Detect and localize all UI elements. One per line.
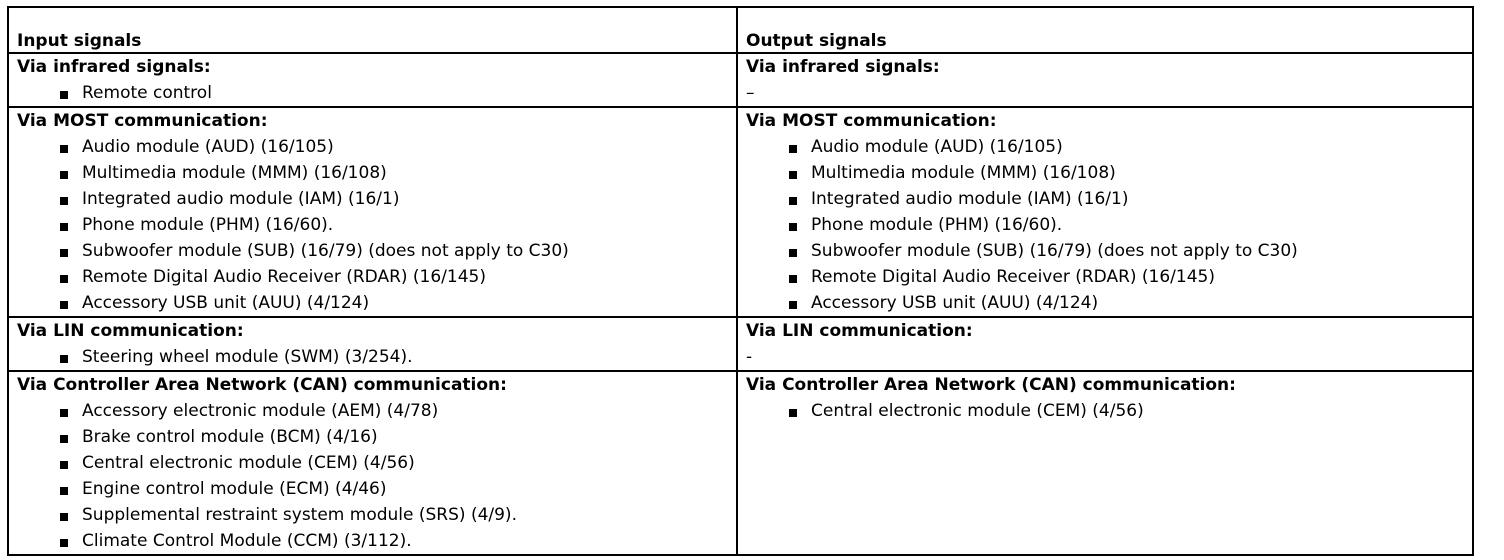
most-input-cell (8, 107, 737, 317)
output-signals-header: Output signals (737, 7, 1473, 53)
section-title: Via LIN communication: (746, 321, 973, 341)
most-output-cell (737, 107, 1473, 317)
section-title: Via MOST communication: (17, 111, 268, 131)
list-item: Subwoofer module (SUB) (16/79) (does not apply to C30) (788, 238, 1472, 264)
signals-table (7, 6, 1474, 556)
item-list (17, 398, 736, 554)
item-list (746, 398, 1472, 424)
empty-value: – (746, 83, 755, 103)
can-input-cell (8, 371, 737, 555)
header-row (8, 7, 1473, 53)
list-item: Supplemental restraint system module (SRS) (4/9). (59, 502, 736, 528)
empty-value: - (746, 347, 753, 367)
list-item: Accessory USB unit (AUU) (4/124) (59, 290, 736, 316)
item-list (17, 80, 736, 106)
list-item: Audio module (AUD) (16/105) (59, 134, 736, 160)
list-item: Subwoofer module (SUB) (16/79) (does not apply to C30) (59, 238, 736, 264)
list-item: Integrated audio module (IAM) (16/1) (788, 186, 1472, 212)
list-item: Phone module (PHM) (16/60). (788, 212, 1472, 238)
lin-input-cell (8, 317, 737, 371)
list-item: Central electronic module (CEM) (4/56) (59, 450, 736, 476)
section-title: Via infrared signals: (17, 57, 211, 77)
item-list (746, 134, 1472, 316)
item-list (17, 344, 736, 370)
can-row (8, 371, 1473, 555)
list-item: Phone module (PHM) (16/60). (59, 212, 736, 238)
input-signals-header: Input signals (8, 7, 737, 53)
list-item: Climate Control Module (CCM) (3/112). (59, 528, 736, 554)
list-item: Brake control module (BCM) (4/16) (59, 424, 736, 450)
list-item: Central electronic module (CEM) (4/56) (788, 398, 1472, 424)
list-item: Integrated audio module (IAM) (16/1) (59, 186, 736, 212)
section-title: Via Controller Area Network (CAN) communication: (17, 375, 507, 395)
list-item: Remote Digital Audio Receiver (RDAR) (16/145) (59, 264, 736, 290)
list-item: Multimedia module (MMM) (16/108) (788, 160, 1472, 186)
section-title: Via MOST communication: (746, 111, 997, 131)
section-title: Via LIN communication: (17, 321, 244, 341)
list-item: Engine control module (ECM) (4/46) (59, 476, 736, 502)
list-item: Audio module (AUD) (16/105) (788, 134, 1472, 160)
list-item: Multimedia module (MMM) (16/108) (59, 160, 736, 186)
list-item: Steering wheel module (SWM) (3/254). (59, 344, 736, 370)
infrared-row (8, 53, 1473, 107)
infrared-input-cell (8, 53, 737, 107)
list-item: Remote control (59, 80, 736, 106)
can-output-cell (737, 371, 1473, 555)
section-title: Via Controller Area Network (CAN) communication: (746, 375, 1236, 395)
lin-row (8, 317, 1473, 371)
lin-output-cell (737, 317, 1473, 371)
list-item: Accessory electronic module (AEM) (4/78) (59, 398, 736, 424)
section-title: Via infrared signals: (746, 57, 940, 77)
infrared-output-cell (737, 53, 1473, 107)
list-item: Remote Digital Audio Receiver (RDAR) (16/145) (788, 264, 1472, 290)
most-row (8, 107, 1473, 317)
list-item: Accessory USB unit (AUU) (4/124) (788, 290, 1472, 316)
item-list (17, 134, 736, 316)
